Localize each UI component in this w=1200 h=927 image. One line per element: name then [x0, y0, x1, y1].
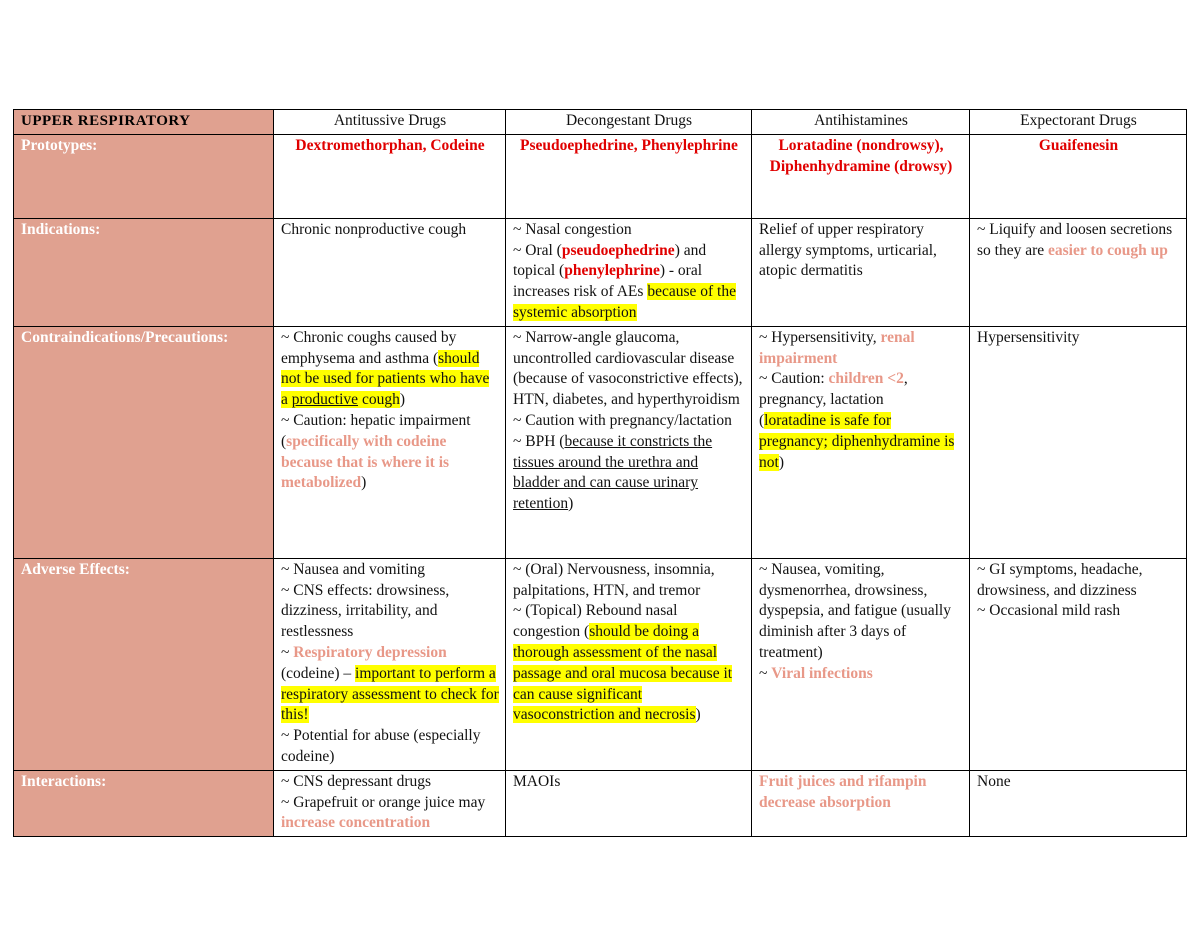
interaction-antitussive: ~ CNS depressant drugs ~ Grapefruit or orange juice may increase concentration — [274, 770, 506, 836]
prototype-decongestant: Pseudoephedrine, Phenylephrine — [506, 134, 752, 218]
adverse-decongestant: ~ (Oral) Nervousness, insomnia, palpitations, HTN, and tremor ~ (Topical) Rebound nasal congestion (should be doing a thorough assessment of the nasal passage and oral mucosa because it can cause significant vasoconstriction and necrosis) — [506, 558, 752, 770]
row-label-contraindications: Contraindications/Precautions: — [14, 326, 274, 558]
column-header-expectorant: Expectorant Drugs — [970, 110, 1187, 135]
header-row — [14, 110, 1187, 135]
adverse-effects-row — [14, 558, 1187, 770]
prototype-antitussive: Dextromethorphan, Codeine — [274, 134, 506, 218]
column-header-decongestant: Decongestant Drugs — [506, 110, 752, 135]
interaction-expectorant: None — [970, 770, 1187, 836]
interaction-decongestant: MAOIs — [506, 770, 752, 836]
adverse-expectorant: ~ GI symptoms, headache, drowsiness, and dizziness ~ Occasional mild rash — [970, 558, 1187, 770]
row-label-adverse-effects: Adverse Effects: — [14, 558, 274, 770]
indication-decongestant: ~ Nasal congestion ~ Oral (pseudoephedrine) and topical (phenylephrine) - oral increases risk of AEs because of the systemic absorption — [506, 218, 752, 326]
row-label-prototypes: Prototypes: — [14, 134, 274, 218]
indication-expectorant: ~ Liquify and loosen secretions so they are easier to cough up — [970, 218, 1187, 326]
contraindication-antitussive: ~ Chronic coughs caused by emphysema and asthma (should not be used for patients who have a productive cough) ~ Caution: hepatic impairment (specifically with codeine because that is where it is metabolized) — [274, 326, 506, 558]
column-header-antitussive: Antitussive Drugs — [274, 110, 506, 135]
indication-antitussive: Chronic nonproductive cough — [274, 218, 506, 326]
prototype-antihistamine: Loratadine (nondrowsy), Diphenhydramine (drowsy) — [752, 134, 970, 218]
row-label-indications: Indications: — [14, 218, 274, 326]
indications-row — [14, 218, 1187, 326]
table-title: UPPER RESPIRATORY — [14, 110, 274, 135]
interactions-row — [14, 770, 1187, 836]
adverse-antihistamine: ~ Nausea, vomiting, dysmenorrhea, drowsiness, dyspepsia, and fatigue (usually diminish after 3 days of treatment) ~ Viral infections — [752, 558, 970, 770]
contraindication-antihistamine: ~ Hypersensitivity, renal impairment ~ Caution: children <2, pregnancy, lactation (loratadine is safe for pregnancy; diphenhydramine is not) — [752, 326, 970, 558]
drug-comparison-table — [13, 109, 1187, 837]
contraindication-decongestant: ~ Narrow-angle glaucoma, uncontrolled cardiovascular disease (because of vasoconstrictive effects), HTN, diabetes, and hyperthyroidism ~ Caution with pregnancy/lactation ~ BPH (because it constricts the tissues around the urethra and bladder and can cause urinary retention) — [506, 326, 752, 558]
contraindications-row — [14, 326, 1187, 558]
interaction-antihistamine: Fruit juices and rifampin decrease absorption — [752, 770, 970, 836]
prototypes-row — [14, 134, 1187, 218]
contraindication-expectorant: Hypersensitivity — [970, 326, 1187, 558]
indication-antihistamine: Relief of upper respiratory allergy symptoms, urticarial, atopic dermatitis — [752, 218, 970, 326]
column-header-antihistamines: Antihistamines — [752, 110, 970, 135]
row-label-interactions: Interactions: — [14, 770, 274, 836]
prototype-expectorant: Guaifenesin — [970, 134, 1187, 218]
adverse-antitussive: ~ Nausea and vomiting ~ CNS effects: drowsiness, dizziness, irritability, and restlessness ~ Respiratory depression (codeine) – important to perform a respiratory assessment to check for this! ~ Potential for abuse (especially codeine) — [274, 558, 506, 770]
